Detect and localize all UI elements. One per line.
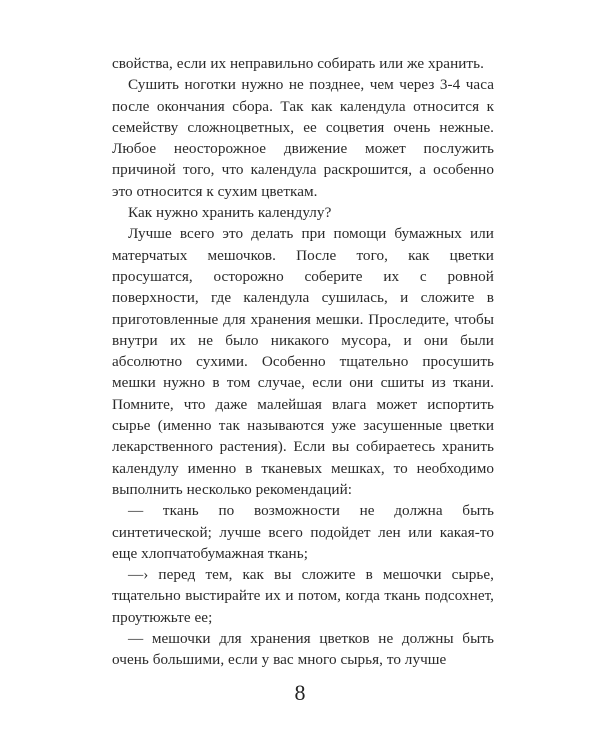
page-text-block [112,53,494,671]
paragraph-storage-bags: Лучше всего это делать при помощи бумажных или матерчатых мешочков. После того, как цветки просушатся, осторожно соберите их с ровной поверхности, где календула сушилась, и сложите в приготовленные для хранения мешки. Проследите, чтобы внутри их не было никакого мусора, и они были абсолютно сухими. Особенно тщательно просушить мешки нужно в том случае, если они сшиты из ткани. Помните, что даже малейшая влага может испортить сырье (именно так называются уже засушенные цветки лекарственного растения). Если вы собираетесь хранить календулу именно в тканевых мешках, то необходимо выполнить несколько рекомендаций: [112,225,494,498]
list-item-bag-size: — мешочки для хранения цветков не должны быть очень большими, если у вас много сырья, то лучше [112,630,494,669]
list-item-fabric-type: — ткань по возможности не должна быть синтетической; лучше всего подойдет лен или какая-то еще хлопчатобумажная ткань; [112,502,494,562]
paragraph-storage-question: Как нужно хранить календулу? [128,204,332,222]
paragraph-continuation: свойства, если их неправильно собирать или же хранить. [112,55,484,72]
page-number: 8 [294,680,306,705]
paragraph-drying-time: Сушить ноготки нужно не позднее, чем через 3-4 часа после окончания сбора. Так как календула относится к семейству сложноцветных, ее соцветия очень нежные. Любое неосторожное движение может послужить причиной того, что календула раскрошится, а особенно это относится к сухим цветкам. [112,76,494,200]
list-item-wash-bags: —› перед тем, как вы сложите в мешочки сырье, тщательно выстирайте их и потом, когда ткань подсохнет, проутюжьте ее; [112,566,494,626]
